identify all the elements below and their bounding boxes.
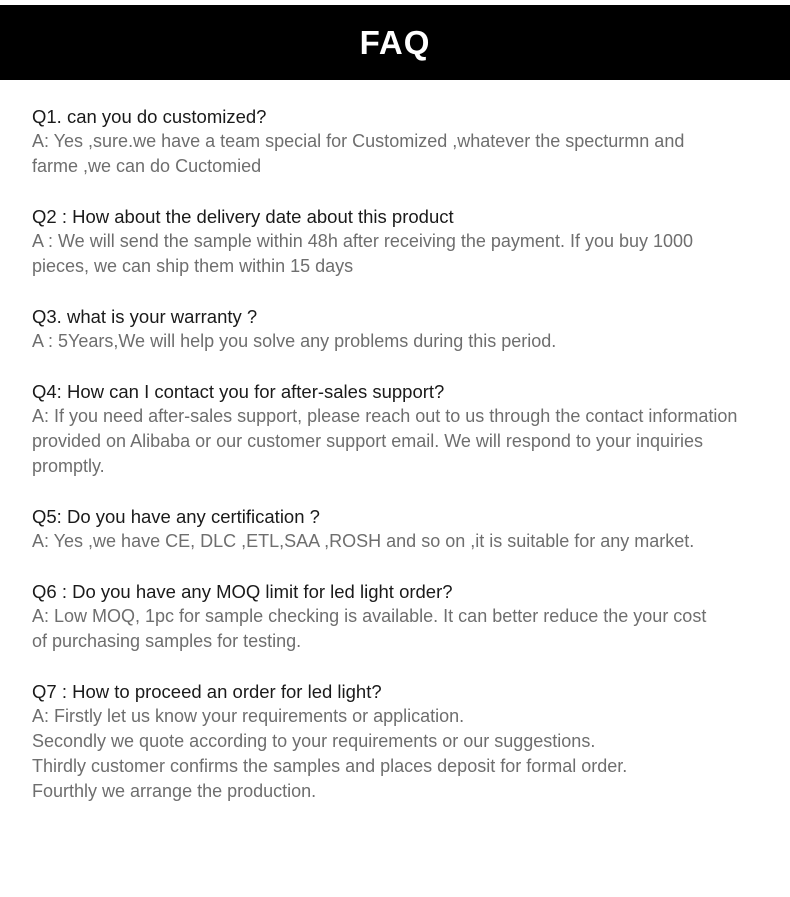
faq-item-3: [32, 304, 782, 354]
faq-question: Q5: Do you have any certification ?: [32, 506, 320, 527]
faq-answer-line: A : We will send the sample within 48h after receiving the payment. If you buy 1000: [32, 231, 694, 251]
faq-question: Q2 : How about the delivery date about this product: [32, 206, 454, 227]
faq-item-6: [32, 579, 782, 654]
faq-answer-line: pieces, we can ship them within 15 days: [32, 256, 354, 276]
faq-answer-line: A: Low MOQ, 1pc for sample checking is available. It can better reduce the your cost: [32, 606, 707, 626]
faq-item-2: [32, 204, 782, 279]
faq-answer-line: Thirdly customer confirms the samples and places deposit for formal order.: [32, 756, 628, 776]
faq-question: Q1. can you do customized?: [32, 106, 267, 127]
faq-answer-line: Fourthly we arrange the production.: [32, 781, 317, 801]
faq-question: Q3. what is your warranty ?: [32, 306, 258, 327]
faq-header: [0, 5, 790, 80]
faq-answer-line: Secondly we quote according to your requirements or our suggestions.: [32, 731, 596, 751]
faq-answer-line: A: Yes ,we have CE, DLC ,ETL,SAA ,ROSH and so on ,it is suitable for any market.: [32, 531, 695, 551]
faq-question: Q7 : How to proceed an order for led light?: [32, 681, 382, 702]
faq-answer-line: A: Yes ,sure.we have a team special for Customized ,whatever the specturmn and: [32, 131, 685, 151]
faq-answer-line: A: If you need after-sales support, please reach out to us through the contact information: [32, 406, 738, 426]
faq-question: Q4: How can I contact you for after-sales support?: [32, 381, 445, 402]
page-title: FAQ: [359, 23, 431, 61]
faq-answer-line: promptly.: [32, 456, 105, 476]
faq-answer-line: provided on Alibaba or our customer support email. We will respond to your inquiries: [32, 431, 704, 451]
faq-answer-line: farme ,we can do Cuctomied: [32, 156, 262, 176]
faq-answer-line: A: Firstly let us know your requirements or application.: [32, 706, 465, 726]
faq-item-4: [32, 379, 782, 479]
faq-question: Q6 : Do you have any MOQ limit for led light order?: [32, 581, 453, 602]
faq-answer-line: of purchasing samples for testing.: [32, 631, 302, 651]
faq-item-5: [32, 504, 782, 554]
faq-answer-line: A : 5Years,We will help you solve any problems during this period.: [32, 331, 557, 351]
faq-item-7: [32, 679, 782, 804]
faq-list: [32, 104, 782, 829]
faq-item-1: [32, 104, 782, 179]
